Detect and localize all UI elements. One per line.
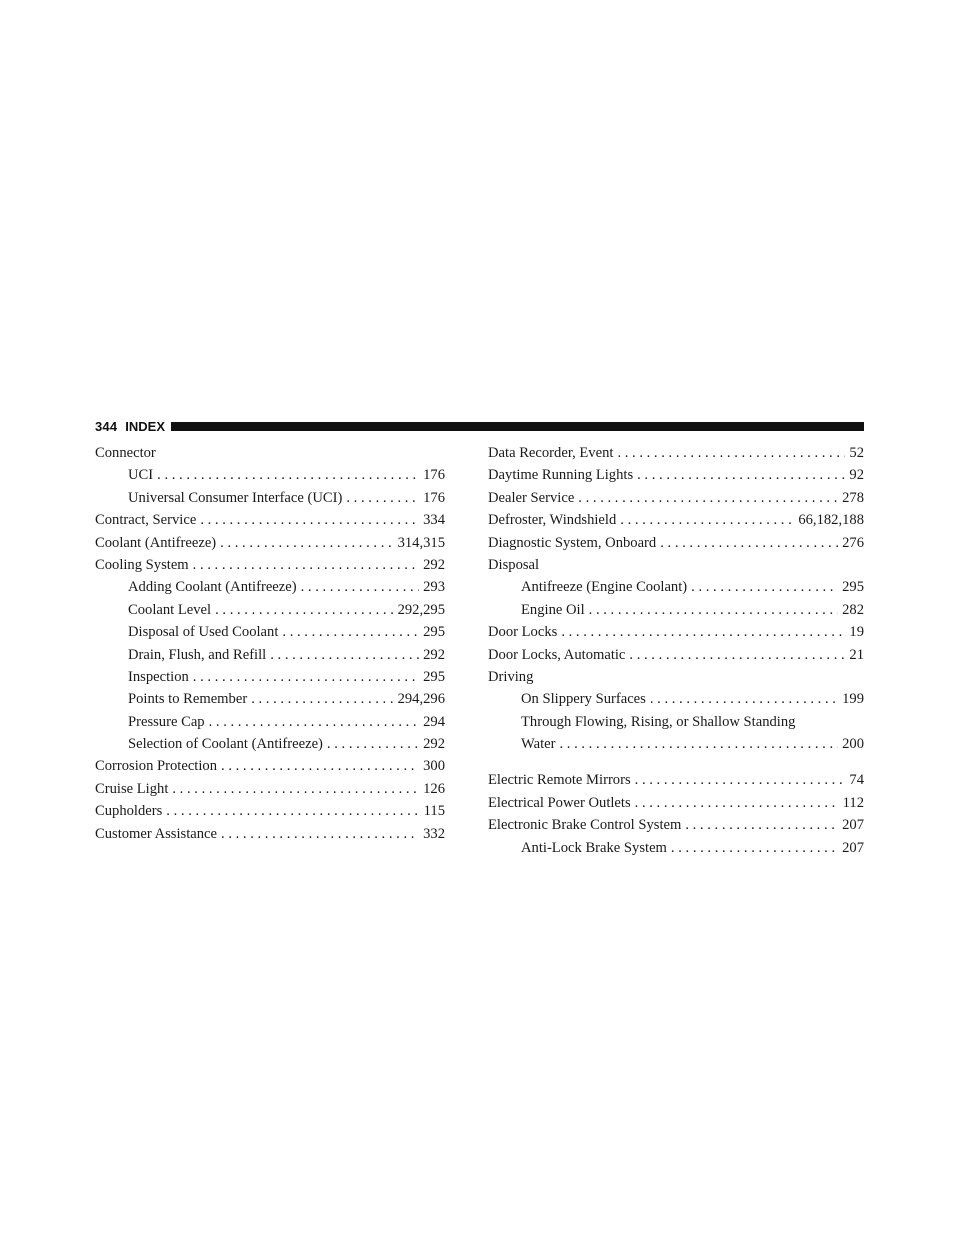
dot-leader <box>559 733 838 755</box>
dot-leader <box>346 487 419 509</box>
entry-page-ref: 19 <box>849 624 864 641</box>
index-entry <box>488 487 864 509</box>
entry-page-ref: 292 <box>423 556 445 573</box>
entry-term: Electronic Brake Control System <box>488 817 682 834</box>
entry-page-ref: 21 <box>849 646 864 663</box>
entry-term: Inspection <box>128 668 189 685</box>
index-entry <box>488 644 864 666</box>
dot-leader <box>221 755 419 777</box>
entry-page-ref: 92 <box>849 467 864 484</box>
dot-leader <box>589 599 838 621</box>
entry-term: On Slippery Surfaces <box>521 691 646 708</box>
entry-page-ref: 112 <box>842 794 864 811</box>
index-entry <box>488 769 864 791</box>
dot-leader <box>617 442 845 464</box>
dot-leader <box>635 792 839 814</box>
entry-term: Cupholders <box>95 803 163 820</box>
entry-page-ref: 292 <box>423 736 445 753</box>
entry-term: Data Recorder, Event <box>488 445 614 461</box>
entry-page-ref: 200 <box>842 736 864 753</box>
entry-term: UCI <box>128 467 154 484</box>
index-subentry <box>488 688 864 710</box>
index-entry <box>95 509 445 531</box>
dot-leader <box>327 733 419 755</box>
index-column-left <box>95 442 445 845</box>
entry-term: Corrosion Protection <box>95 758 218 775</box>
entry-page-ref: 199 <box>842 691 864 708</box>
dot-leader <box>220 532 393 554</box>
index-subentry <box>488 733 864 755</box>
entry-term: Electrical Power Outlets <box>488 794 631 811</box>
entry-page-ref: 278 <box>842 489 864 506</box>
index-entry <box>488 666 864 688</box>
index-subentry <box>488 837 864 859</box>
index-subentry <box>95 464 445 486</box>
index-entry <box>488 814 864 836</box>
entry-page-ref: 332 <box>423 825 445 842</box>
index-entry <box>488 532 864 554</box>
entry-term: Universal Consumer Interface (UCI) <box>128 489 343 506</box>
entry-term: Anti-Lock Brake System <box>521 839 667 856</box>
entry-term: Connector <box>95 445 156 461</box>
index-entry <box>488 442 864 464</box>
entry-page-ref: 293 <box>423 579 445 596</box>
page-number: 344 <box>95 418 118 434</box>
index-subentry <box>95 621 445 643</box>
index-entry <box>488 621 864 643</box>
entry-page-ref: 292,295 <box>397 601 445 618</box>
entry-term: Cooling System <box>95 556 189 573</box>
index-subentry <box>95 576 445 598</box>
entry-term: Contract, Service <box>95 512 197 529</box>
dot-leader <box>172 778 419 800</box>
section-title: INDEX <box>125 418 166 434</box>
dot-leader <box>637 464 845 486</box>
dot-leader <box>166 800 419 822</box>
entry-page-ref: 294 <box>423 713 445 730</box>
index-entry <box>95 442 445 464</box>
entry-term: Daytime Running Lights <box>488 467 634 484</box>
entry-page-ref: 294,296 <box>397 691 445 708</box>
dot-leader <box>193 554 419 576</box>
dot-leader <box>209 711 420 733</box>
entry-page-ref: 292 <box>423 646 445 663</box>
entry-term: Through Flowing, Rising, or Shallow Standing <box>521 713 796 730</box>
entry-page-ref: 207 <box>842 817 864 834</box>
entry-page-ref: 282 <box>842 601 864 618</box>
entry-term: Engine Oil <box>521 601 585 618</box>
dot-leader <box>215 599 393 621</box>
index-column-right <box>488 442 864 859</box>
index-entry <box>95 778 445 800</box>
dot-leader <box>650 688 838 710</box>
dot-leader <box>221 823 419 845</box>
entry-page-ref: 295 <box>423 624 445 641</box>
entry-term: Water <box>521 736 556 753</box>
index-subentry <box>488 576 864 598</box>
index-subentry <box>95 711 445 733</box>
index-subentry <box>95 733 445 755</box>
entry-term: Diagnostic System, Onboard <box>488 534 657 551</box>
entry-page-ref: 74 <box>849 772 864 789</box>
entry-term: Disposal of Used Coolant <box>128 624 279 641</box>
index-subentry <box>95 666 445 688</box>
entry-term: Dealer Service <box>488 489 575 506</box>
dot-leader <box>561 621 845 643</box>
dot-leader <box>193 666 419 688</box>
page-header <box>95 416 864 436</box>
dot-leader <box>282 621 419 643</box>
index-subentry <box>488 711 864 733</box>
header-rule <box>171 422 864 431</box>
entry-term: Door Locks <box>488 624 558 641</box>
index-entry <box>95 823 445 845</box>
index-subentry <box>95 688 445 710</box>
dot-leader <box>270 644 419 666</box>
entry-page-ref: 300 <box>423 758 445 775</box>
index-entry <box>95 532 445 554</box>
index-subentry <box>95 644 445 666</box>
entry-term: Disposal <box>488 556 540 573</box>
entry-page-ref: 66,182,188 <box>798 512 864 529</box>
entry-page-ref: 176 <box>423 489 445 506</box>
entry-page-ref: 52 <box>849 445 864 461</box>
entry-term: Coolant (Antifreeze) <box>95 534 217 551</box>
index-entry <box>488 554 864 576</box>
entry-term: Adding Coolant (Antifreeze) <box>128 579 297 596</box>
entry-term: Electric Remote Mirrors <box>488 772 631 789</box>
entry-page-ref: 334 <box>423 512 445 529</box>
index-subentry <box>488 599 864 621</box>
dot-leader <box>671 837 838 859</box>
index-entry <box>95 800 445 822</box>
dot-leader <box>660 532 838 554</box>
entry-page-ref: 126 <box>423 780 445 797</box>
index-entry <box>95 755 445 777</box>
entry-term: Antifreeze (Engine Coolant) <box>521 579 688 596</box>
entry-page-ref: 115 <box>423 803 445 820</box>
index-subentry <box>95 599 445 621</box>
dot-leader <box>301 576 420 598</box>
entry-page-ref: 207 <box>842 839 864 856</box>
entry-term: Selection of Coolant (Antifreeze) <box>128 736 323 753</box>
index-entry <box>488 792 864 814</box>
entry-term: Points to Remember <box>128 691 248 708</box>
entry-page-ref: 276 <box>842 534 864 551</box>
entry-page-ref: 314,315 <box>397 534 445 551</box>
dot-leader <box>629 644 845 666</box>
index-entry <box>488 464 864 486</box>
dot-leader <box>635 769 846 791</box>
entry-term: Cruise Light <box>95 780 169 797</box>
index-spacer <box>488 755 864 769</box>
entry-term: Pressure Cap <box>128 713 205 730</box>
dot-leader <box>578 487 838 509</box>
entry-term: Driving <box>488 668 534 685</box>
dot-leader <box>691 576 838 598</box>
entry-term: Customer Assistance <box>95 825 218 842</box>
dot-leader <box>251 688 393 710</box>
entry-term: Defroster, Windshield <box>488 512 617 529</box>
entry-term: Door Locks, Automatic <box>488 646 626 663</box>
dot-leader <box>200 509 419 531</box>
entry-page-ref: 176 <box>423 467 445 484</box>
entry-page-ref: 295 <box>842 579 864 596</box>
index-entry <box>488 509 864 531</box>
dot-leader <box>685 814 838 836</box>
index-subentry <box>95 487 445 509</box>
dot-leader <box>620 509 794 531</box>
entry-term: Coolant Level <box>128 601 212 618</box>
entry-page-ref: 295 <box>423 668 445 685</box>
dot-leader <box>157 464 419 486</box>
index-entry <box>95 554 445 576</box>
entry-term: Drain, Flush, and Refill <box>128 646 267 663</box>
